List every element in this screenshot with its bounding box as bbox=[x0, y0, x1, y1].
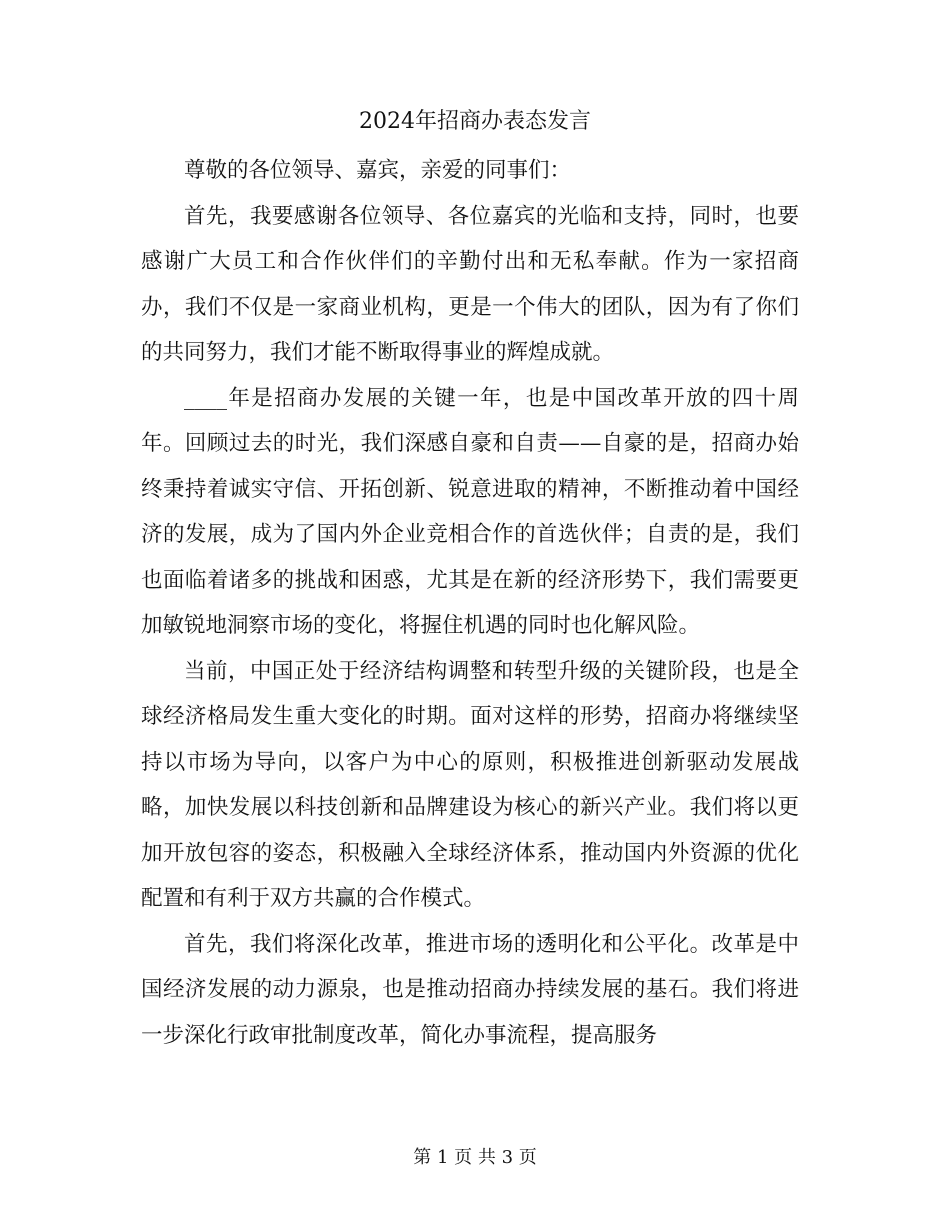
body-paragraph: 首先，我要感谢各位领导、各位嘉宾的光临和支持，同时，也要感谢广大员工和合作伙伴们的辛勤付出和无私奉献。作为一家招商办，我们不仅是一家商业机构，更是一个伟大的团队，因为有了你们的共同努力，我们才能不断取得事业的辉煌成就。 bbox=[141, 203, 799, 365]
page-number-footer: 第 1 页 共 3 页 bbox=[413, 1147, 537, 1168]
body-paragraph: 当前，中国正处于经济结构调整和转型升级的关键阶段，也是全球经济格局发生重大变化的时期。面对这样的形势，招商办将继续坚持以市场为导向，以客户为中心的原则，积极推进创新驱动发展战略，加快发展以科技创新和品牌建设为核心的新兴产业。我们将以更加开放包容的姿态，积极融入全球经济体系，推动国内外资源的优化配置和有利于双方共赢的合作模式。 bbox=[141, 658, 799, 911]
body-paragraph: ____年是招商办发展的关键一年，也是中国改革开放的四十周年。回顾过去的时光，我们深感自豪和自责——自豪的是，招商办始终秉持着诚实守信、开拓创新、锐意进取的精神，不断推动着中国经济的发展，成为了国内外企业竞相合作的首选伙伴；自责的是，我们也面临着诸多的挑战和困惑，尤其是在新的经济形势下，我们需要更加敏锐地洞察市场的变化，将握住机遇的同时也化解风险。 bbox=[141, 385, 799, 638]
salutation-paragraph: 尊敬的各位领导、嘉宾，亲爱的同事们： bbox=[184, 158, 572, 183]
document-title: 2024年招商办表态发言 bbox=[359, 109, 591, 134]
body-paragraph: 首先，我们将深化改革，推进市场的透明化和公平化。改革是中国经济发展的动力源泉，也是推动招商办持续发展的基石。我们将进一步深化行政审批制度改革，简化办事流程，提高服务 bbox=[141, 931, 799, 1048]
document-body bbox=[141, 148, 799, 1058]
